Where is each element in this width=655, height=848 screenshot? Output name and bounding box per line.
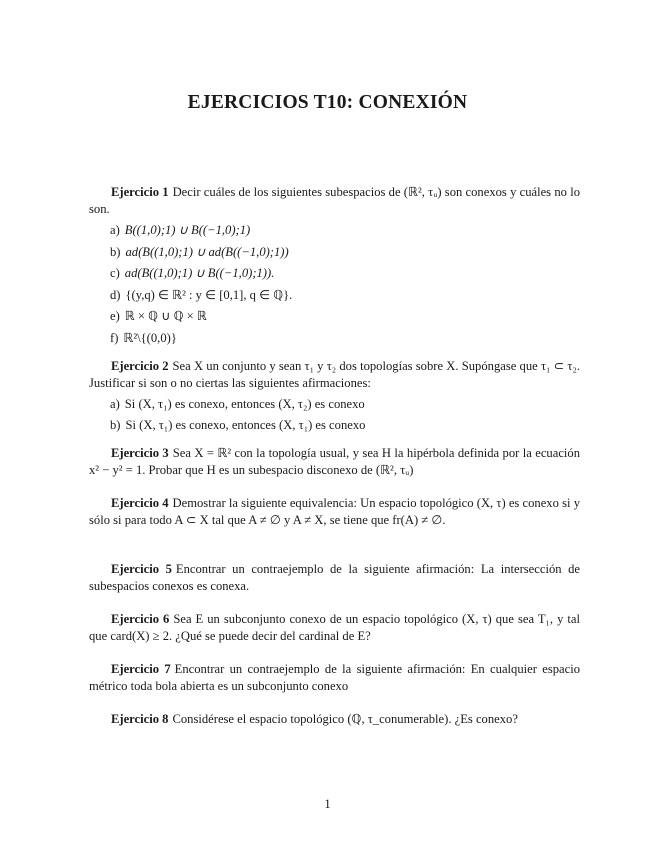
exercise-text: Considérese el espacio topológico (ℚ, τ_conumerable). ¿Es conexo? bbox=[172, 712, 518, 726]
exercise-text: Decir cuáles de los siguientes subespacios de (ℝ², τᵤ) son conexos y cuáles no lo son. bbox=[89, 185, 580, 216]
exercise-label: Ejercicio 8 bbox=[111, 712, 169, 726]
item-text: {(y,q) ∈ ℝ² : y ∈ [0,1], q ∈ ℚ}. bbox=[125, 287, 293, 302]
exercise-text: Encontrar un contraejemplo de la siguiente afirmación: La intersección de subespacios conexos es conexa. bbox=[89, 562, 581, 593]
item-letter: a) bbox=[110, 223, 120, 237]
item-text: Si (X, τ₁) es conexo, entonces (X, τ₁) es conexo bbox=[125, 418, 366, 432]
exercise-8 bbox=[89, 711, 580, 728]
exercise-1 bbox=[89, 184, 580, 347]
exercise-7 bbox=[89, 661, 580, 695]
exercise-label: Ejercicio 2 bbox=[111, 358, 169, 373]
item-list bbox=[89, 222, 580, 347]
item-text: B((1,0);1) ∪ B((−1,0);1) bbox=[124, 223, 251, 237]
exercise-label: Ejercicio 4 bbox=[111, 496, 169, 510]
exercise-text: Encontrar un contraejemplo de la siguiente afirmación: En cualquier espacio métrico toda bola abierta es un subconjunto conexo bbox=[89, 662, 581, 693]
item-text: ℝ²\{(0,0)} bbox=[123, 330, 177, 345]
item-letter: a) bbox=[110, 396, 120, 411]
exercise-label: Ejercicio 5 bbox=[111, 562, 172, 576]
exercise-label: Ejercicio 7 bbox=[111, 662, 171, 676]
exercise-label: Ejercicio 1 bbox=[111, 185, 169, 199]
exercise-text: Sea X un conjunto y sean τ₁ y τ₂ dos topologías sobre X. Supóngase que τ₁ ⊂ τ₂. Justificar si son o no ciertas las siguientes afirmaciones: bbox=[89, 358, 581, 390]
item-letter: d) bbox=[110, 287, 121, 302]
exercise-label: Ejercicio 3 bbox=[111, 446, 169, 460]
exercise-text: Demostrar la siguiente equivalencia: Un espacio topológico (X, τ) es conexo si y sólo si para todo A ⊂ X tal que A ≠ ∅ y A ≠ X, se tiene que fr(A) ≠ ∅. bbox=[89, 496, 580, 527]
item-list bbox=[89, 396, 580, 435]
list-item bbox=[110, 396, 580, 413]
exercise-4 bbox=[89, 495, 580, 529]
exercise-label: Ejercicio 6 bbox=[111, 612, 170, 626]
list-item bbox=[110, 244, 580, 261]
exercise-5 bbox=[89, 561, 580, 595]
list-item bbox=[110, 265, 580, 282]
page-title: EJERCICIOS T10: CONEXIÓN bbox=[187, 92, 468, 113]
exercise-3 bbox=[89, 445, 580, 479]
item-text: Si (X, τ₁) es conexo, entonces (X, τ₂) es conexo bbox=[124, 396, 365, 411]
item-text: ad(B((1,0);1) ∪ B((−1,0);1)). bbox=[124, 266, 275, 280]
item-text: ℝ × ℚ ∪ ℚ × ℝ bbox=[124, 309, 207, 323]
item-letter: c) bbox=[110, 266, 120, 280]
list-item bbox=[110, 417, 580, 434]
list-item bbox=[110, 222, 580, 239]
list-item bbox=[110, 308, 580, 325]
item-letter: b) bbox=[110, 244, 121, 259]
exercise-text: Sea X = ℝ² con la topología usual, y sea H la hipérbola definida por la ecuación x² − y² = 1. Probar que H es un subespacio disconexo de (ℝ², τᵤ) bbox=[89, 446, 580, 477]
exercise-list bbox=[89, 184, 580, 728]
item-letter: b) bbox=[110, 418, 121, 432]
item-text: ad(B((1,0);1) ∪ ad(B((−1,0);1)) bbox=[125, 244, 289, 259]
item-letter: e) bbox=[110, 309, 120, 323]
item-letter: f) bbox=[110, 330, 119, 345]
exercise-text: Sea E un subconjunto conexo de un espacio topológico (X, τ) que sea T₁, y tal que card(X) ≥ 2. ¿Qué se puede decir del cardinal de E? bbox=[89, 612, 580, 643]
list-item bbox=[110, 287, 580, 304]
list-item bbox=[110, 330, 580, 347]
exercise-2 bbox=[89, 358, 580, 435]
exercise-6 bbox=[89, 611, 580, 645]
page-number: 1 bbox=[324, 797, 331, 811]
